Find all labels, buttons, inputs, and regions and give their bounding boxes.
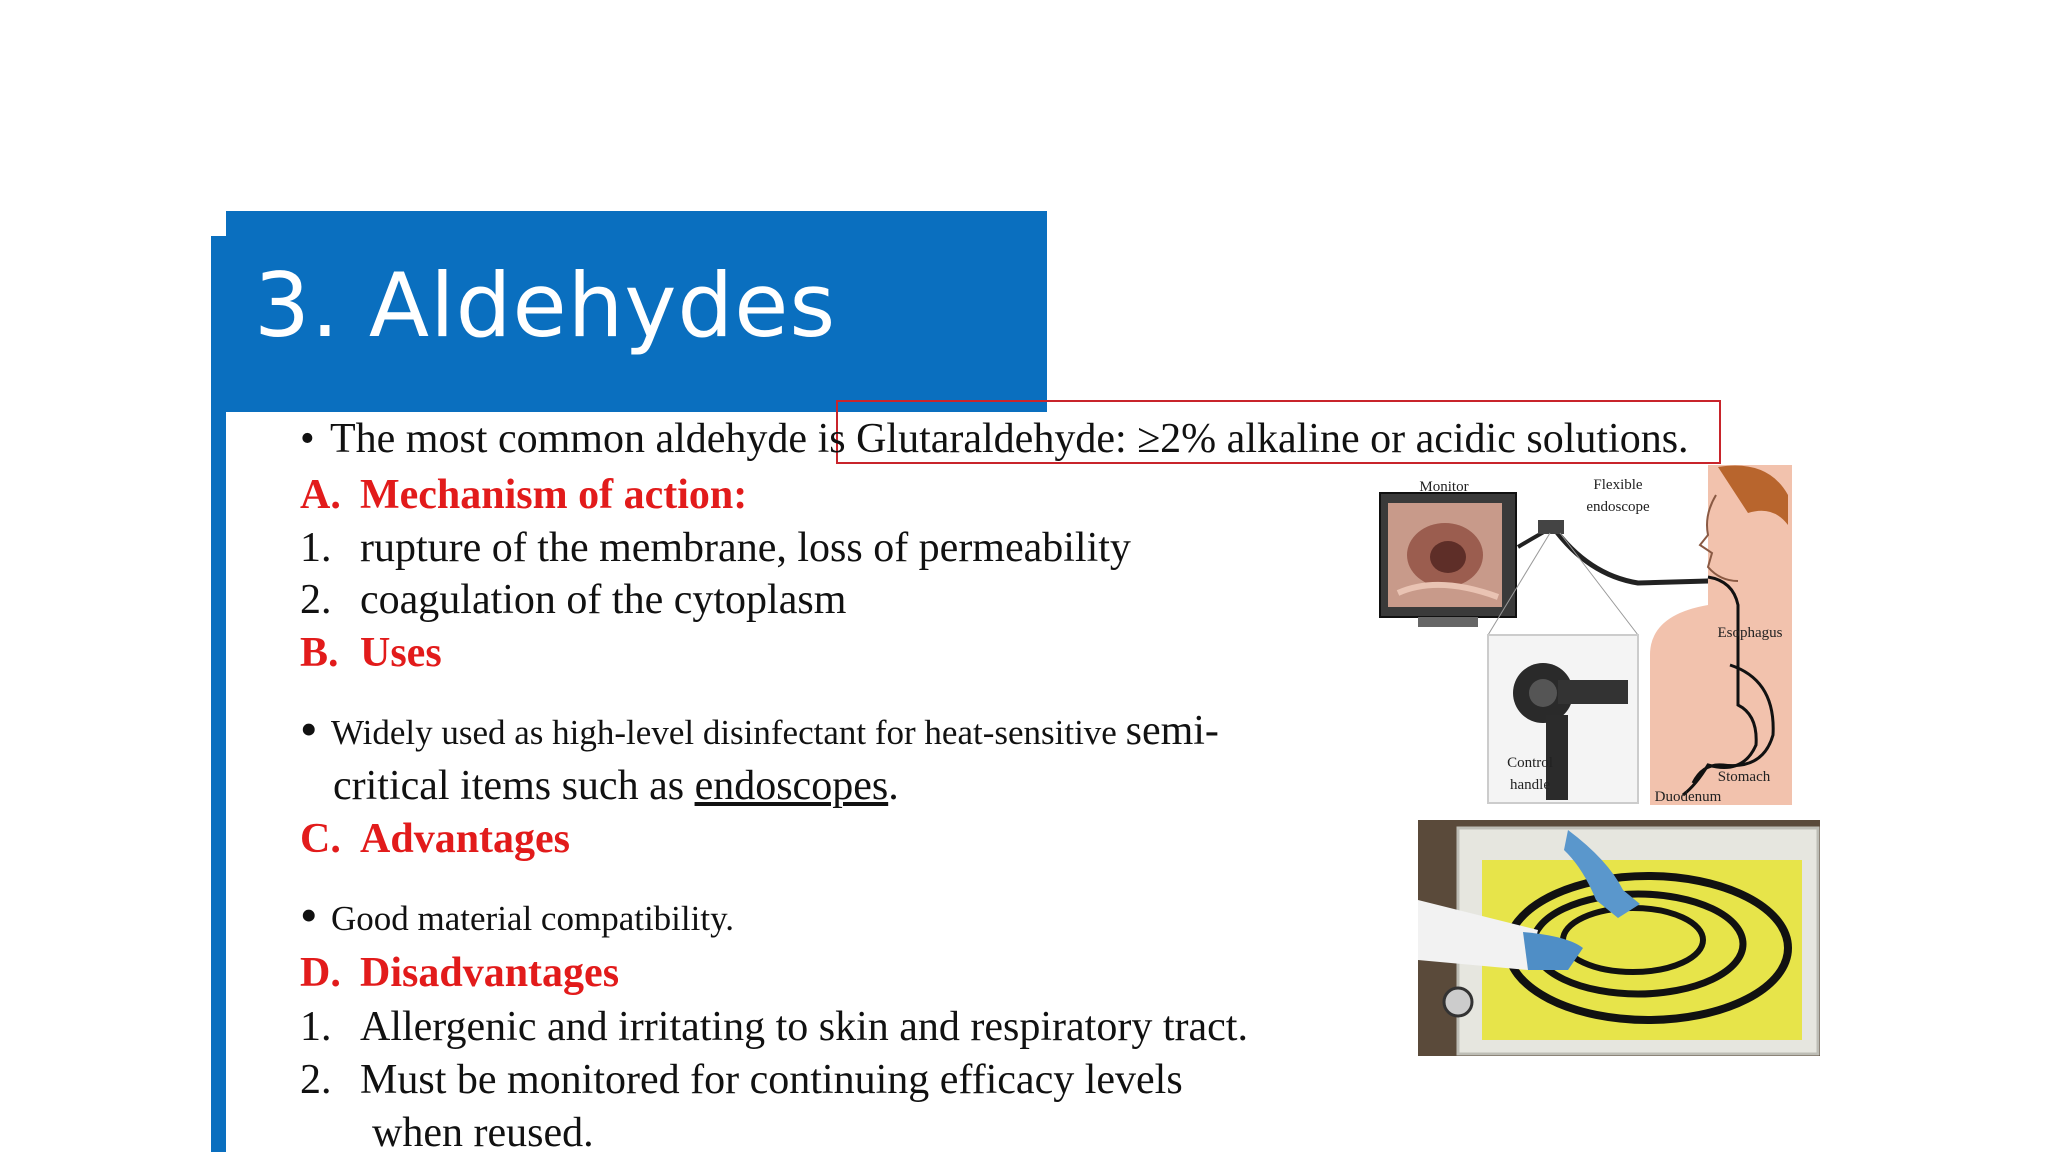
- label-stomach: Stomach: [1717, 769, 1771, 785]
- label-flexible: Flexible: [1593, 477, 1643, 493]
- section-d-heading: [300, 952, 619, 994]
- intro-bullet: •: [300, 416, 315, 462]
- label-monitor: Monitor: [1419, 479, 1469, 495]
- section-b-marker: B.: [300, 630, 339, 676]
- uses-line2-text: critical items such as: [333, 763, 695, 809]
- section-a-marker: A.: [300, 472, 341, 518]
- list-number: 2.: [300, 1057, 332, 1103]
- section-c-marker: C.: [300, 816, 341, 862]
- left-accent-bar: [211, 236, 226, 1152]
- uses-line-1: [300, 700, 1219, 758]
- label-duodenum: Duodenum: [1654, 789, 1722, 805]
- section-b-title: Uses: [360, 630, 442, 676]
- label-endoscope: endoscope: [1586, 499, 1650, 515]
- list-number: 1.: [300, 1004, 332, 1050]
- uses-line-2: [333, 765, 899, 807]
- list-number: 2.: [300, 577, 332, 623]
- uses-line2-end: .: [888, 763, 899, 809]
- section-a-title: Mechanism of action:: [360, 472, 748, 518]
- intro-line: [300, 418, 1689, 460]
- uses-bullet: •: [300, 701, 318, 757]
- disinfection-tray-photo: [1418, 820, 1820, 1056]
- uses-text-small: Widely used as high-level disinfectant for heat-sensitive: [331, 713, 1126, 752]
- list-item: [300, 579, 846, 621]
- list-item: [300, 1006, 1248, 1048]
- advantages-text: Good material compatibility.: [331, 899, 735, 938]
- section-a-heading: [300, 474, 747, 516]
- section-d-marker: D.: [300, 950, 341, 996]
- slide-title: 3. Aldehydes: [254, 254, 837, 357]
- section-c-heading: [300, 818, 570, 860]
- intro-highlight-text: is Glutaraldehyde: ≥2% alkaline or acidic solutions.: [817, 416, 1689, 462]
- scope-head: [1538, 520, 1564, 534]
- section-d-title: Disadvantages: [360, 950, 620, 996]
- list-number: 1.: [300, 525, 332, 571]
- label-esophagus: Esophagus: [1717, 625, 1783, 641]
- list-continuation: when reused.: [372, 1110, 594, 1156]
- label-handle: handle: [1510, 777, 1550, 793]
- list-text: Allergenic and irritating to skin and respiratory tract.: [360, 1004, 1248, 1050]
- section-c-title: Advantages: [360, 816, 571, 862]
- section-b-heading: [300, 632, 442, 674]
- list-text: Must be monitored for continuing efficacy levels: [360, 1057, 1183, 1103]
- monitor-illustration: [1380, 493, 1516, 627]
- list-item: [300, 527, 1131, 569]
- endoscope-diagram: [1378, 465, 1792, 805]
- intro-text: The most common aldehyde: [330, 416, 818, 462]
- list-text: rupture of the membrane, loss of permeability: [360, 525, 1131, 571]
- advantages-line: [300, 886, 734, 944]
- uses-underlined-term: endoscopes: [694, 763, 889, 809]
- uses-text-large: semi-: [1125, 708, 1219, 754]
- list-text: coagulation of the cytoplasm: [360, 577, 847, 623]
- label-control: Control: [1507, 755, 1553, 771]
- advantages-bullet: •: [300, 887, 318, 943]
- list-item: [300, 1059, 1183, 1101]
